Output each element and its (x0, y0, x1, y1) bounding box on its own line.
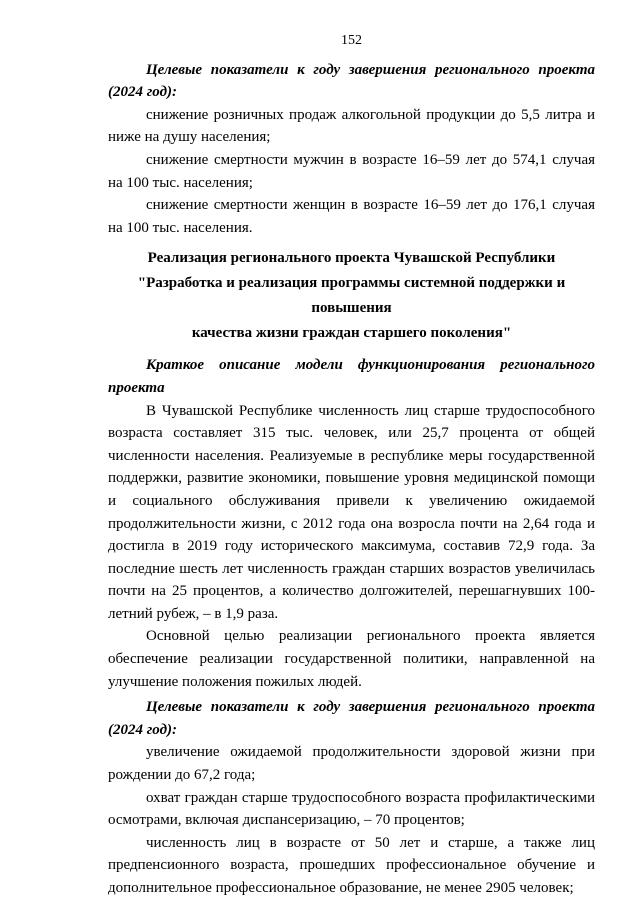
project-title-line: качества жизни граждан старшего поколения" (191, 325, 512, 342)
section-heading-targets: Целевые показатели к году завершения регионального проекта (2024 год): (108, 61, 595, 101)
document-page (108, 30, 595, 900)
project-title-line: Реализация регионального проекта Чувашской Республики (147, 250, 556, 267)
list-item: снижение смертности женщин в возрасте 16–59 лет до 176,1 случая на 100 тыс. населения. (108, 197, 595, 236)
body-paragraph: В Чувашской Республике численность лиц старше трудоспособного возраста составляет 315 тыс. человек, или 25,7 процента от общей численности населения. Реализуемые в республике меры государственной поддержки, развитие экономики, повышение уровня медицинской помощи и социального обслуживания привели к увеличению ожидаемой продолжительности жизни, с 2012 года она возросла почти на 2,64 года и достигла в 2019 году исторического максимума, составив 72,9 года. За последние шесть лет численность граждан старших возрастов увеличилась почти на 25 процентов, а количество долгожителей, перешагнувших 100-летний рубеж, – в 1,9 раза. (108, 402, 595, 622)
section-heading-model: Краткое описание модели функционирования регионального проекта (108, 357, 595, 396)
project-title-line: "Разработка и реализация программы системной поддержки и повышения (137, 275, 566, 317)
body-paragraph: Основной целью реализации регионального проекта является обеспечение реализации государственной политики, направленной на улучшение положения пожилых людей. (108, 628, 595, 690)
list-item: снижение смертности мужчин в возрасте 16–59 лет до 574,1 случая на 100 тыс. населения; (108, 151, 595, 191)
list-item: охват граждан старше трудоспособного возраста профилактическими осмотрами, включая диспансеризацию, – 70 процентов; (108, 789, 595, 829)
list-item: увеличение ожидаемой продолжительности здоровой жизни при рождении до 67,2 года; (108, 744, 595, 784)
list-item: снижение розничных продаж алкогольной продукции до 5,5 литра и ниже на душу населения; (108, 106, 595, 146)
list-item: численность лиц в возрасте от 50 лет и старше, а также лиц предпенсионного возраста, прошедших профессиональное обучение и дополнительное профессиональное образование, не менее 2905 человек; (108, 834, 595, 896)
project-title (108, 246, 595, 346)
page-number: 152 (341, 33, 362, 48)
section-heading-targets: Целевые показатели к году завершения регионального проекта (2024 год): (108, 699, 595, 738)
